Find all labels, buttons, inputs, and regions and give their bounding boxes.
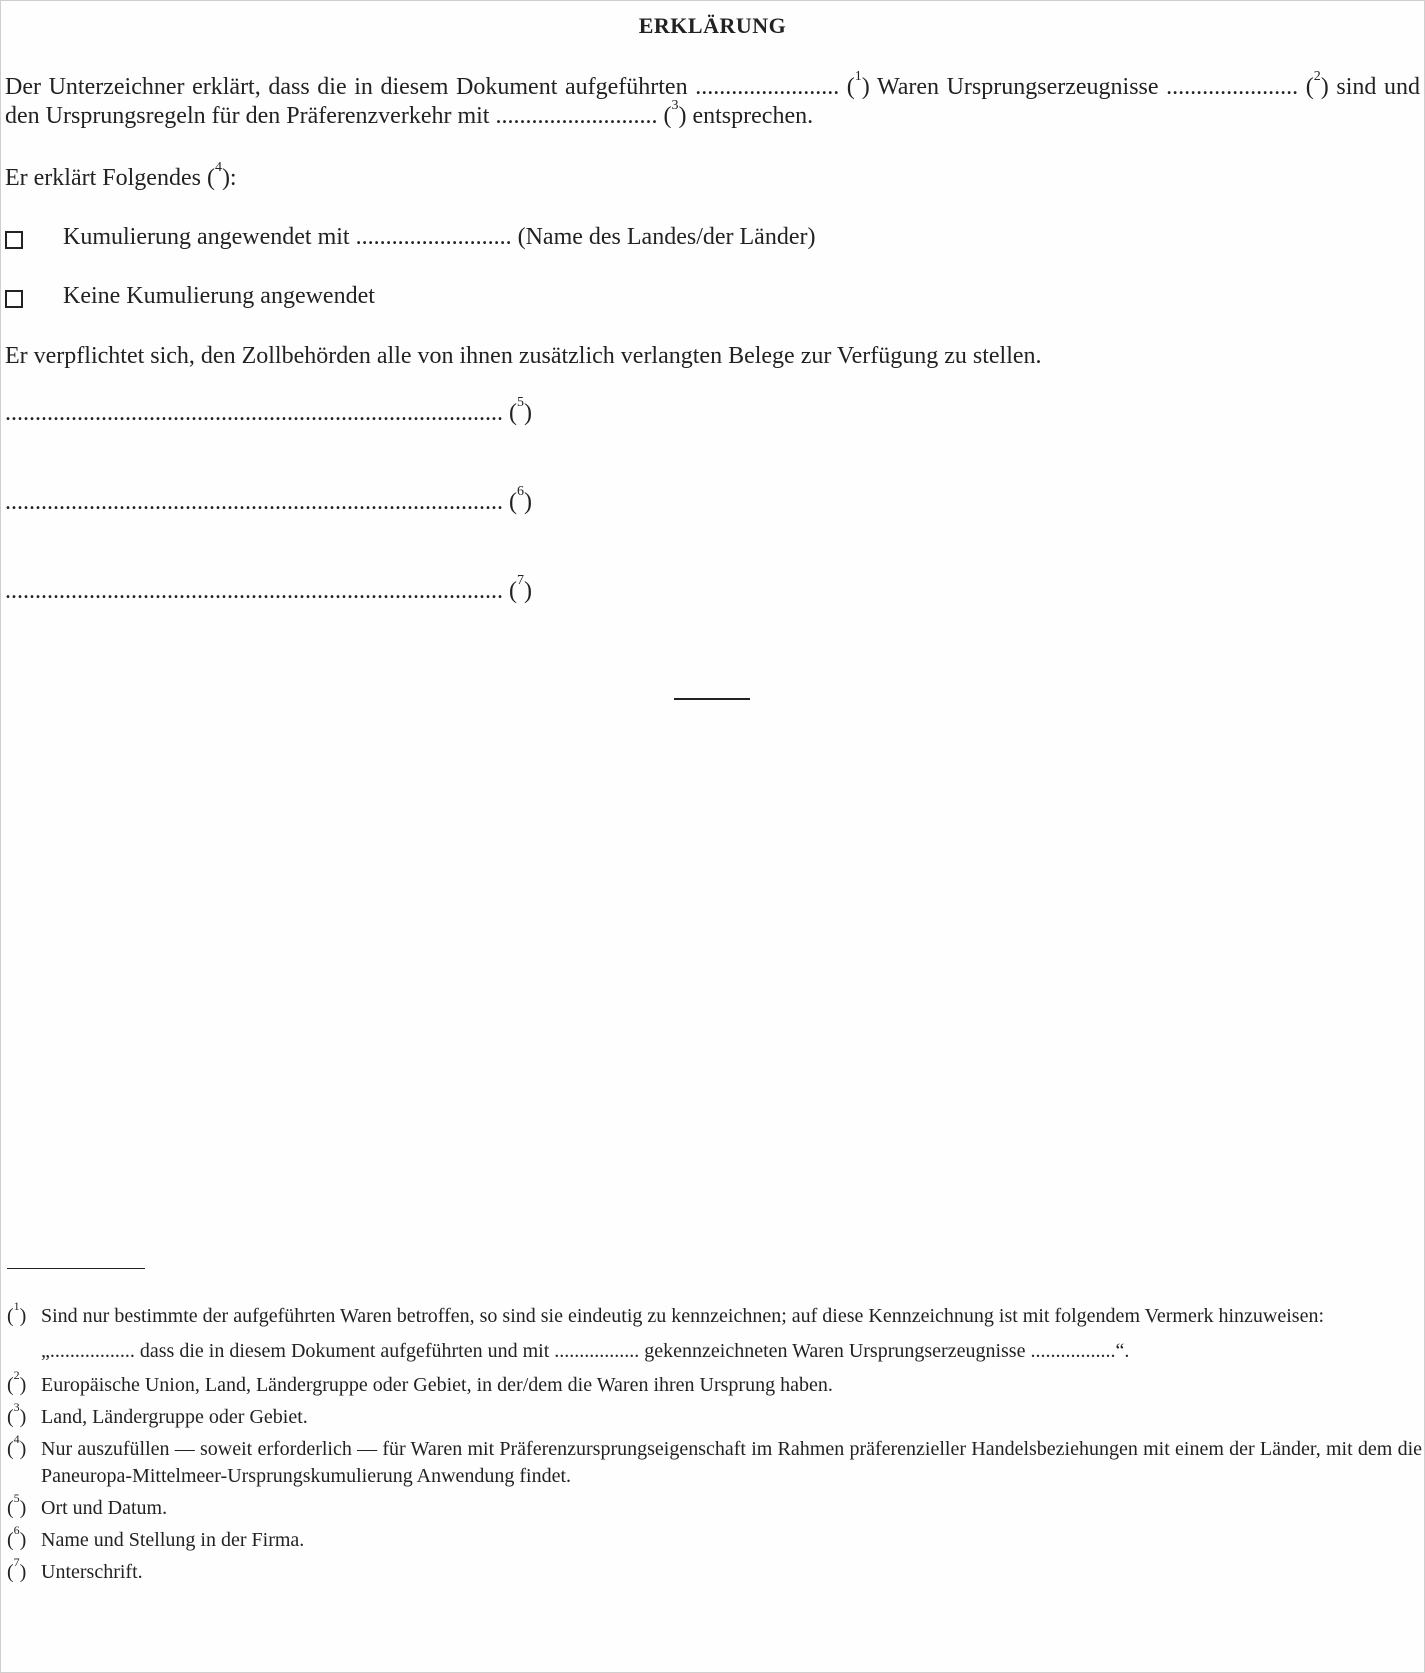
- para1-text-2: Waren Ursprungserzeugnisse: [869, 74, 1167, 100]
- quote-dots-1: .................: [49, 1340, 135, 1362]
- footnote-2-mark: ($^2$): [7, 1368, 27, 1396]
- quote-open: „: [41, 1340, 50, 1362]
- fill-in-dots-1: ........................: [695, 74, 840, 100]
- footnote-1-mark: ($^1$): [7, 1299, 27, 1327]
- footnote-ref-3: 3: [671, 98, 679, 113]
- place-date-dots: ...................................................................................: [5, 400, 503, 426]
- footnote-ref-2: 2: [1313, 69, 1321, 84]
- para2-text: Er erklärt Folgendes (: [5, 165, 215, 191]
- fill-in-dots-2: ......................: [1166, 74, 1299, 100]
- footnote-4: [7, 1432, 1422, 1490]
- footnote-7: [7, 1555, 1422, 1586]
- footnote-4-number: 4: [13, 1432, 20, 1446]
- footnote-5-number: 5: [13, 1491, 20, 1505]
- quote-dots-2: .................: [554, 1340, 640, 1362]
- obligation-paragraph: Er verpflichtet sich, den Zollbehörden alle von ihnen zusätzlich verlangten Belege zur Verfügung zu stellen.: [5, 343, 1042, 369]
- footnote-4-text: Nur auszufüllen — soweit erforderlich — für Waren mit Präferenzursprungseigenschaft im Rahmen präferenzieller Handelsbeziehungen mit einem der Länder, mit dem die Paneuropa-Mittelmeer-Ursprungskumulierung Anwendung findet.: [41, 1438, 1422, 1487]
- footnote-2: [7, 1368, 1422, 1399]
- name-position-dots: ...................................................................................: [5, 489, 503, 515]
- para1-text-1: Der Unterzeichner erklärt, dass die in diesem Dokument aufgeführten: [5, 74, 696, 100]
- option-no-cumulation: [5, 282, 375, 311]
- footnote-ref-4: 4: [214, 160, 222, 175]
- footnote-separator: [7, 1268, 145, 1269]
- country-fill-in-dots: ..........................: [355, 224, 512, 250]
- footnote-7-mark: ($^7$): [7, 1555, 27, 1583]
- para1-text-3: sind und den Ursprungsregeln für den Präferenzverkehr mit: [5, 74, 1420, 129]
- footnote-3-text: Land, Ländergruppe oder Gebiet.: [41, 1406, 308, 1428]
- option1-text: Kumulierung angewendet mit: [63, 224, 356, 250]
- signature-dots: ...................................................................................: [5, 578, 503, 604]
- footnote-6: [7, 1523, 1422, 1554]
- option1-label: [63, 223, 815, 252]
- signature-line: ................................................................................... ($^7$): [5, 573, 532, 604]
- declaration-intro: [5, 160, 1420, 193]
- footnote-1-number: 1: [13, 1299, 20, 1313]
- place-date-line: ................................................................................... ($^5$): [5, 395, 532, 426]
- footnote-ref-7: 7: [517, 573, 524, 588]
- footnote-2-number: 2: [13, 1368, 20, 1382]
- para2-tail: ):: [221, 165, 237, 191]
- option-cumulation-applied: [5, 223, 815, 252]
- footnote-4-mark: ($^4$): [7, 1432, 27, 1460]
- declaration-paragraph: Der Unterzeichner erklärt, dass die in diesem Dokument aufgeführten ........................ ($^1$) Waren Ursprungserzeugnisse ...................... ($^2$) sind und den Ursprungsregeln für den Präferenzverkehr mit ........................... ($^3$) entsprechen.: [5, 69, 1420, 129]
- quote-text-2: gekennzeichneten Waren Ursprungserzeugnisse: [639, 1340, 1031, 1362]
- footnote-3-mark: ($^3$): [7, 1400, 27, 1428]
- footnote-1-text: Sind nur bestimmte der aufgeführten Waren betroffen, so sind sie eindeutig zu kennzeichnen; auf diese Kennzeichnung ist mit folgendem Vermerk hinzuweisen:: [41, 1305, 1325, 1327]
- quote-close: “.: [1115, 1340, 1130, 1362]
- footnote-ref-1: 1: [854, 69, 862, 84]
- option1-tail: (Name des Landes/der Länder): [511, 224, 816, 250]
- no-cumulation-checkbox[interactable]: [5, 290, 23, 308]
- footnote-6-number: 6: [13, 1523, 20, 1537]
- quote-text-1: dass die in diesem Dokument aufgeführten und mit: [134, 1340, 555, 1362]
- para1-text-4: entsprechen.: [686, 103, 814, 129]
- document-title: ERKLÄRUNG: [638, 13, 787, 38]
- footnote-1-quote: [7, 1338, 1422, 1365]
- footnote-2-text: Europäische Union, Land, Ländergruppe oder Gebiet, in der/dem die Waren ihren Ursprung haben.: [41, 1374, 833, 1396]
- name-position-line: ................................................................................... ($^6$): [5, 484, 532, 515]
- fill-in-dots-3: ...........................: [495, 103, 658, 129]
- section-divider: [674, 698, 750, 700]
- footnote-6-text: Name und Stellung in der Firma.: [41, 1529, 305, 1551]
- quote-dots-3: .................: [1030, 1340, 1116, 1362]
- footnote-5-text: Ort und Datum.: [41, 1497, 168, 1519]
- footnote-5: [7, 1491, 1422, 1522]
- footnote-ref-6: 6: [517, 484, 524, 499]
- footnote-3-number: 3: [13, 1400, 20, 1414]
- cumulation-applied-checkbox[interactable]: [5, 231, 23, 249]
- footnote-3: [7, 1400, 1422, 1431]
- footnotes: [7, 1299, 1422, 1591]
- footnote-7-text: Unterschrift.: [41, 1561, 143, 1583]
- footnote-7-number: 7: [13, 1555, 20, 1569]
- option2-label: Keine Kumulierung angewendet: [63, 283, 375, 309]
- footnote-5-mark: ($^5$): [7, 1491, 27, 1519]
- footnote-ref-5: 5: [517, 395, 524, 410]
- footnote-1: [7, 1299, 1422, 1330]
- footnote-6-mark: ($^6$): [7, 1523, 27, 1551]
